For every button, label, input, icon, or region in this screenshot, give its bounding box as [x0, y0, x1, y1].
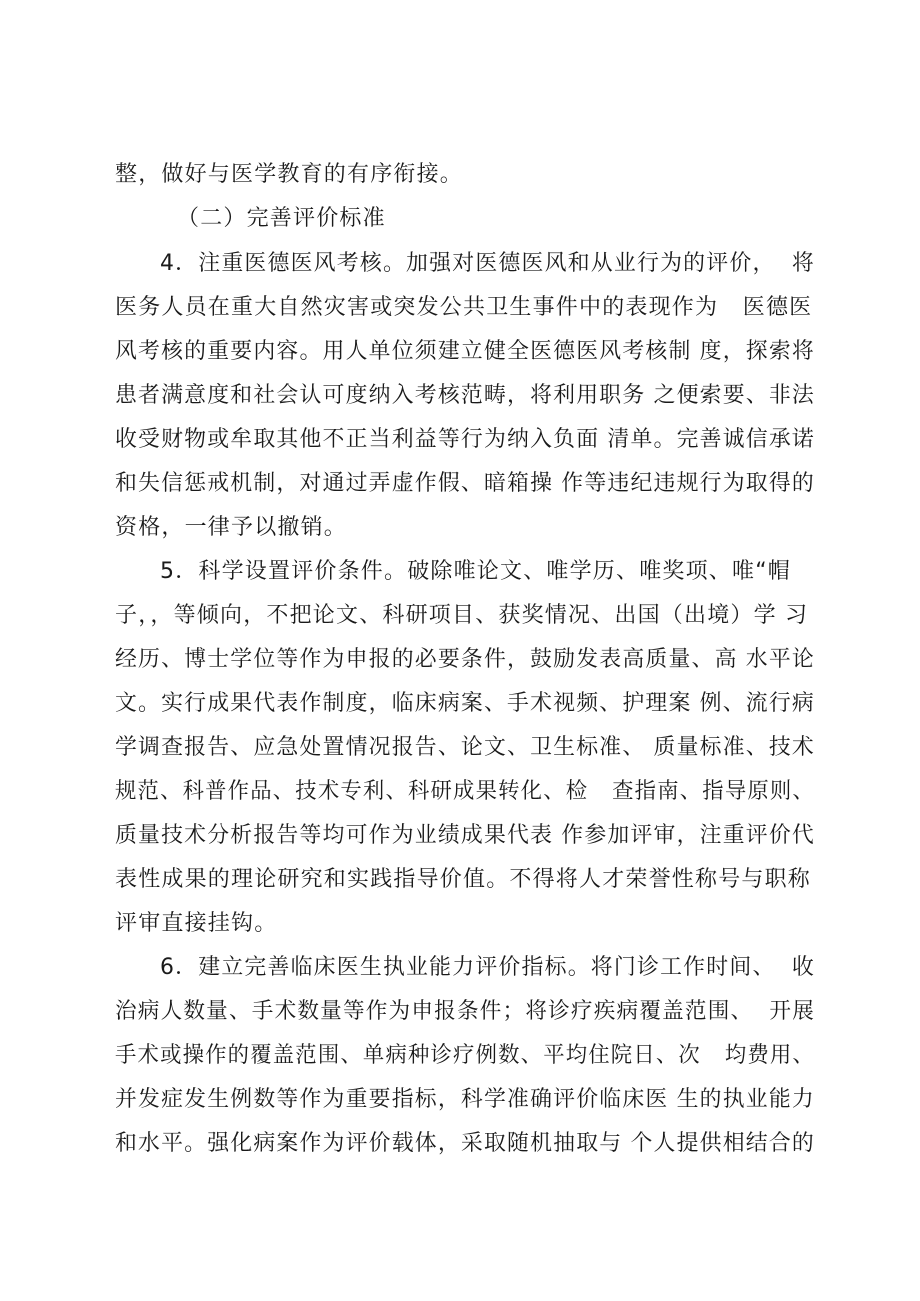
- text-line: [115, 337, 920, 367]
- text-line: [115, 645, 920, 675]
- text-line: [115, 160, 920, 190]
- text-line: [115, 1085, 920, 1115]
- paragraph-4-line: [160, 249, 920, 279]
- text-line: [115, 293, 920, 323]
- line-text: 6．建立完善临床医生执业能力评价指标。将门诊工作时间、 收: [160, 955, 815, 980]
- line-text: 表性成果的理论研究和实践指导价值。不得将人才荣誉性称号与职称: [115, 867, 812, 892]
- text-line: [115, 469, 920, 499]
- line-text: （二）完善评价标准: [177, 206, 386, 231]
- line-text: 并发症发生例数等作为重要指标，科学准确评价临床医 生的执业能力: [115, 1087, 815, 1112]
- paragraph-5-line: [160, 557, 920, 587]
- line-text: 患者满意度和社会认可度纳入考核范畴，将利用职务 之便索要、非法: [115, 383, 815, 408]
- line-text: 文。实行成果代表作制度，临床病案、手术视频、护理案 例、流行病: [115, 691, 815, 716]
- line-text: 医务人员在重大自然灾害或突发公共卫生事件中的表现作为 医德医: [115, 295, 813, 320]
- line-text: 子，，等倾向，不把论文、科研项目、获奖情况、出国（出境）学 习: [115, 603, 809, 628]
- text-line: [115, 513, 920, 543]
- text-line: [115, 1041, 920, 1071]
- text-line: [115, 865, 920, 895]
- line-text: 和水平。强化病案作为评价载体，采取随机抽取与 个人提供相结合的: [115, 1131, 815, 1156]
- line-text: 资格，一律予以撤销。: [115, 515, 348, 540]
- text-line: [115, 381, 920, 411]
- text-line: [115, 777, 920, 807]
- line-text: 手术或操作的覆盖范围、单病种诊疗例数、平均住院日、次 均费用、: [115, 1043, 815, 1068]
- text-line: [115, 733, 920, 763]
- text-line: [115, 425, 920, 455]
- line-text: 经历、博士学位等作为申报的必要条件，鼓励发表高质量、高 水平论: [115, 647, 815, 672]
- text-line: [115, 601, 920, 631]
- text-line: [115, 909, 920, 939]
- line-text: 4．注重医德医风考核。加强对医德医风和从业行为的评价， 将: [160, 251, 815, 276]
- text-line: [115, 821, 920, 851]
- line-text: 收受财物或牟取其他不正当利益等行为纳入负面 清单。完善诚信承诺: [115, 427, 815, 452]
- line-text: 和失信惩戒机制，对通过弄虚作假、暗箱操 作等违纪违规行为取得的: [115, 471, 815, 496]
- paragraph-6-line: [160, 953, 920, 983]
- line-text: 质量技术分析报告等均可作为业绩成果代表 作参加评审，注重评价代: [115, 823, 815, 848]
- text-line: [115, 689, 920, 719]
- line-text: 学调查报告、应急处置情况报告、论文、卫生标准、 质量标准、技术: [115, 735, 815, 760]
- line-text: 规范、科普作品、技术专利、科研成果转化、检 查指南、指导原则、: [115, 779, 815, 804]
- text-line: [115, 997, 920, 1027]
- line-text: 风考核的重要内容。用人单位须建立健全医德医风考核制 度，探索将: [115, 339, 815, 364]
- line-text: 评审直接挂钩。: [115, 911, 278, 936]
- line-text: 整，做好与医学教育的有序衔接。: [115, 162, 464, 187]
- line-text: 治病人数量、手术数量等作为申报条件；将诊疗疾病覆盖范围、 开展: [115, 999, 815, 1024]
- line-text: 5．科学设置评价条件。破除唯论文、唯学历、唯奖项、唯“帽: [160, 559, 791, 584]
- section-heading: [177, 204, 920, 234]
- text-line: [115, 1129, 920, 1159]
